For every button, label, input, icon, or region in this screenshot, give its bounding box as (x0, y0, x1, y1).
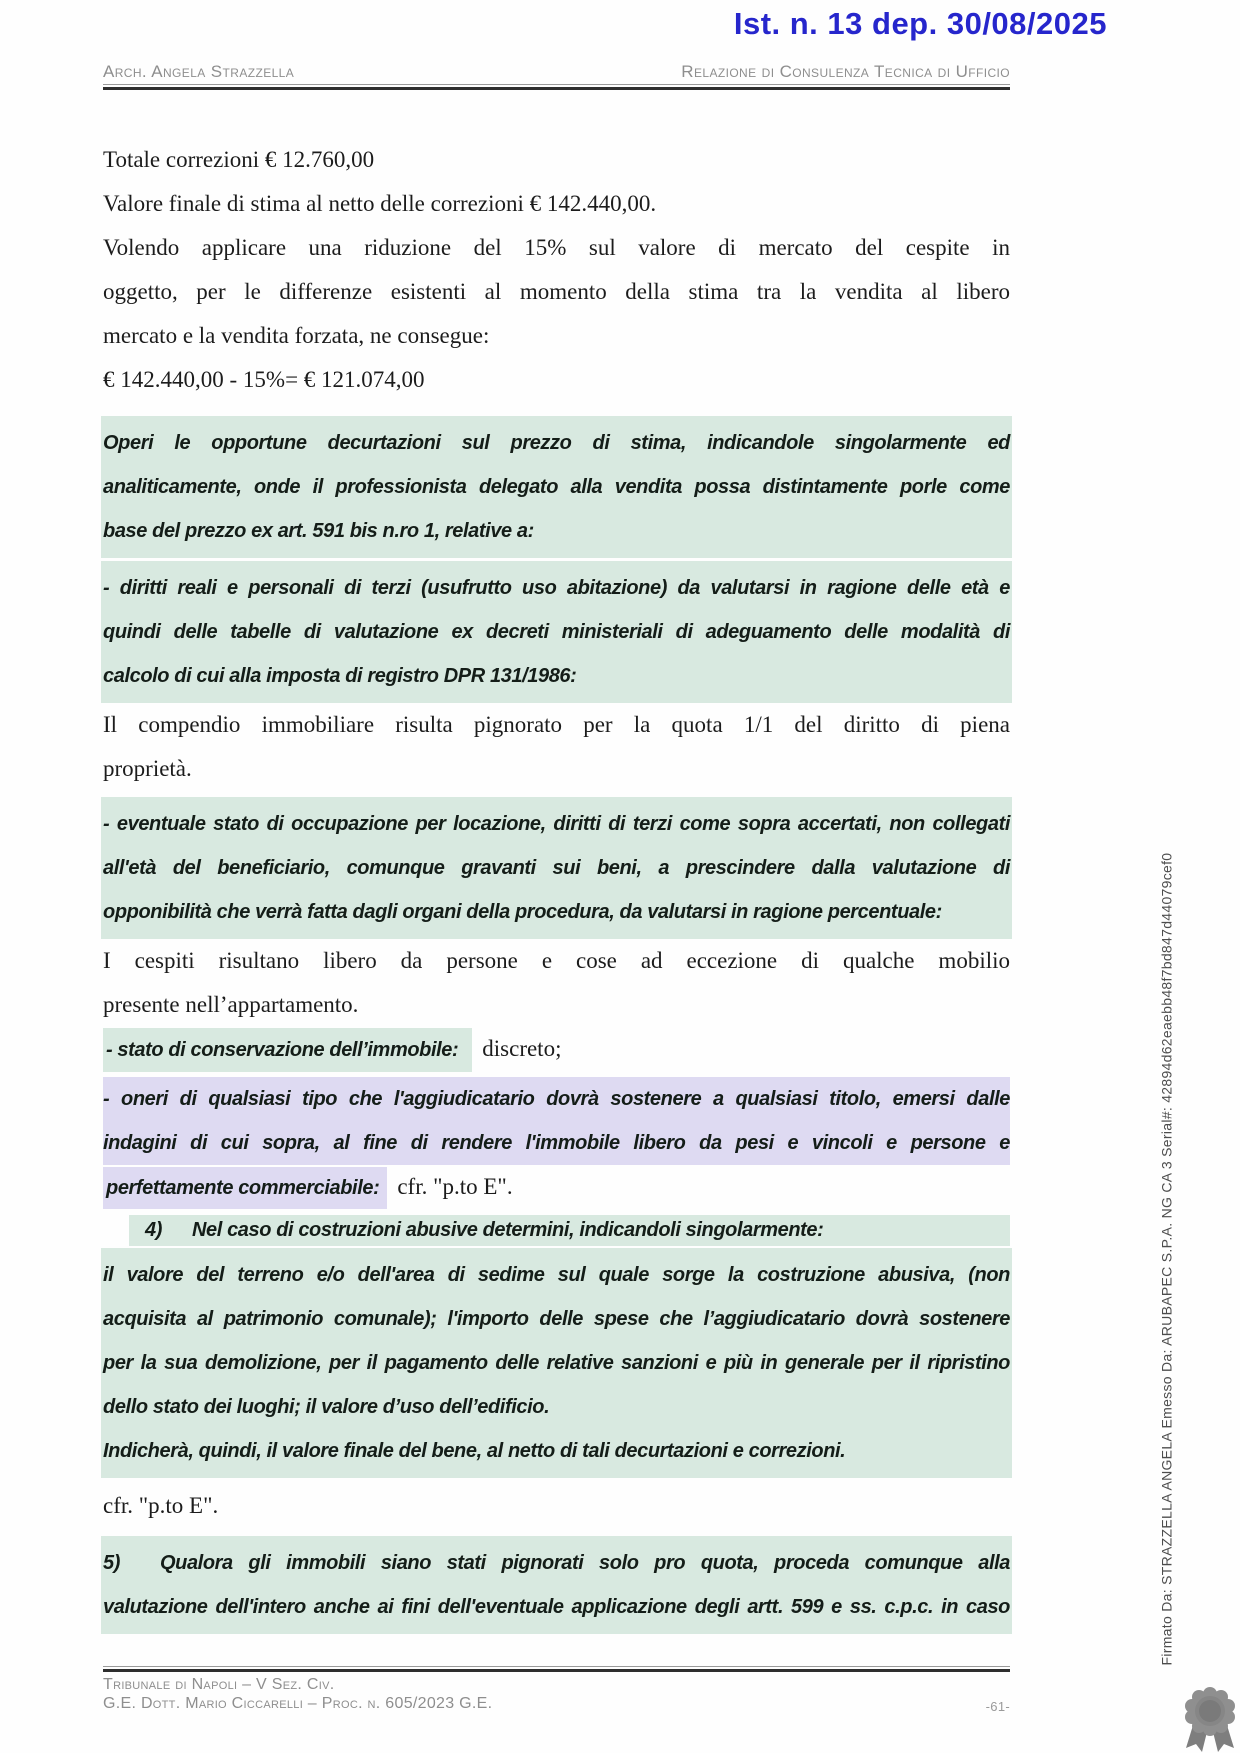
text-span: Qualora gli immobili siano stati pignorati solo pro quota, proceda comunque alla (159, 1552, 1010, 1574)
text-line: Volendo applicare una riduzione del 15% sul valore di mercato del cespite in (103, 235, 1010, 260)
text-line: calcolo di cui alla imposta di registro DPR 131/1986: (103, 665, 577, 687)
digital-signature-sideline: Firmato Da: STRAZZELLA ANGELA Emesso Da: ARUBAPEC S.P.A. NG CA 3 Serial#: 42894d62eaebb48f7bd847d44079cef0 (1158, 852, 1175, 1666)
page-footer (103, 1664, 1010, 1713)
text-line-mixed (103, 1541, 1010, 1585)
footer-rule-thin (103, 1666, 1010, 1667)
text-line: oggetto, per le differenze esistenti al momento della stima tra la vendita al libero (103, 279, 1010, 304)
text-line: Valore finale di stima al netto delle correzioni € 142.440,00. (103, 191, 657, 216)
header-author: Arch. Angela Strazzella (103, 62, 295, 81)
text-line-mixed (103, 1165, 1010, 1209)
text-line: analiticamente, onde il professionista delegato alla vendita possa distintamente porle come (103, 476, 1010, 498)
header-rule-thick (103, 87, 1010, 90)
footer-court (103, 1675, 1010, 1713)
footer-line-2: G.E. Dott. Mario Ciccarelli – Proc. n. 605/2023 G.E. (103, 1695, 493, 1712)
text-line: mercato e la vendita forzata, ne consegue: (103, 323, 490, 348)
text-line: acquisita al patrimonio comunale); l'importo delle spese che l’aggiudicatario dovrà sostenere (103, 1308, 1010, 1330)
numbered-item-heading (129, 1215, 1010, 1246)
text-line: - eventuale stato di occupazione per locazione, diritti di terzi come sopra accertati, non collegati (103, 813, 1010, 835)
highlight-span-green: - stato di conservazione dell’immobile: (103, 1028, 472, 1072)
text-line-mixed (103, 1027, 1010, 1071)
page-header (103, 62, 1010, 90)
text-line: Totale correzioni € 12.760,00 (103, 147, 375, 172)
text-line: quindi delle tabelle di valutazione ex decreti ministeriali di adeguamento delle modalità di (103, 621, 1010, 643)
text-line: € 142.440,00 - 15%= € 121.074,00 (103, 367, 425, 392)
text-line: all'età del beneficiario, comunque gravanti sui beni, a prescindere dalla valutazione di (103, 857, 1010, 879)
text-line: valutazione dell'intero anche ai fini dell'eventuale applicazione degli artt. 599 e ss. c.p.c. in caso (103, 1596, 1010, 1618)
text-line: Indicherà, quindi, il valore finale del bene, al netto di tali decurtazioni e correzioni. (103, 1440, 846, 1462)
highlight-block-lavender (101, 1077, 1012, 1209)
document-body (103, 138, 1010, 1634)
text-span: cfr. "p.to E". (397, 1174, 513, 1199)
highlight-block-green-2 (101, 561, 1012, 703)
text-line: per la sua demolizione, per il pagamento delle relative sanzioni e più in generale per il ripristino (103, 1352, 1010, 1374)
header-rule-thin (103, 84, 1010, 85)
footer-line-1: Tribunale di Napoli – V Sez. Civ. (103, 1676, 335, 1693)
text-line: dello stato dei luoghi; il valore d’uso dell’edificio. (103, 1396, 550, 1418)
text-line: Il compendio immobiliare risulta pignorato per la quota 1/1 del diritto di piena (103, 712, 1010, 737)
text-span: Nel caso di costruzioni abusive determini, indicandoli singolarmente: (191, 1219, 824, 1241)
text-line: base del prezzo ex art. 591 bis n.ro 1, relative a: (103, 520, 534, 542)
highlight-block-green-4 (103, 1215, 1010, 1478)
header-doc-title: Relazione di Consulenza Tecnica di Ufficio (681, 62, 1010, 81)
page-number: -61- (985, 1699, 1010, 1714)
text-line: presente nell’appartamento. (103, 992, 359, 1017)
text-line: Operi le opportune decurtazioni sul prezzo di stima, indicandole singolarmente ed (103, 432, 1010, 454)
text-line: - oneri di qualsiasi tipo che l'aggiudicatario dovrà sostenere a qualsiasi titolo, emersi dalle (103, 1077, 1010, 1121)
text-line: proprietà. (103, 756, 192, 781)
text-line: - diritti reali e personali di terzi (usufrutto uso abitazione) da valutarsi in ragione delle età e (103, 577, 1010, 599)
highlight-block-green-3 (101, 797, 1012, 939)
text-span: discreto; (482, 1036, 562, 1061)
highlight-block-green-1 (101, 416, 1012, 558)
highlight-block-green-5 (101, 1536, 1012, 1634)
text-line: opponibilità che verrà fatta dagli organi della procedura, da valutarsi in ragione percentuale: (103, 901, 942, 923)
footer-rule-thick (103, 1669, 1010, 1672)
deposit-stamp: Ist. n. 13 dep. 30/08/2025 (733, 6, 1107, 41)
text-line: il valore del terreno e/o dell'area di sedime sul quale sorge la costruzione abusiva, (non (103, 1264, 1010, 1286)
highlight-span-lavender: perfettamente commerciabile: (103, 1167, 387, 1209)
text-line: indagini di cui sopra, al fine di rendere l'immobile libero da pesi e vincoli e persone e (103, 1121, 1010, 1165)
seal-ribbon-icon (1178, 1686, 1240, 1753)
text-line: I cespiti risultano libero da persone e cose ad eccezione di qualche mobilio (103, 948, 1010, 973)
highlight-block-green-4-body (101, 1248, 1012, 1478)
text-line: cfr. "p.to E". (103, 1493, 219, 1518)
item-number: 5) (103, 1552, 120, 1574)
item-number: 4) (145, 1219, 162, 1241)
